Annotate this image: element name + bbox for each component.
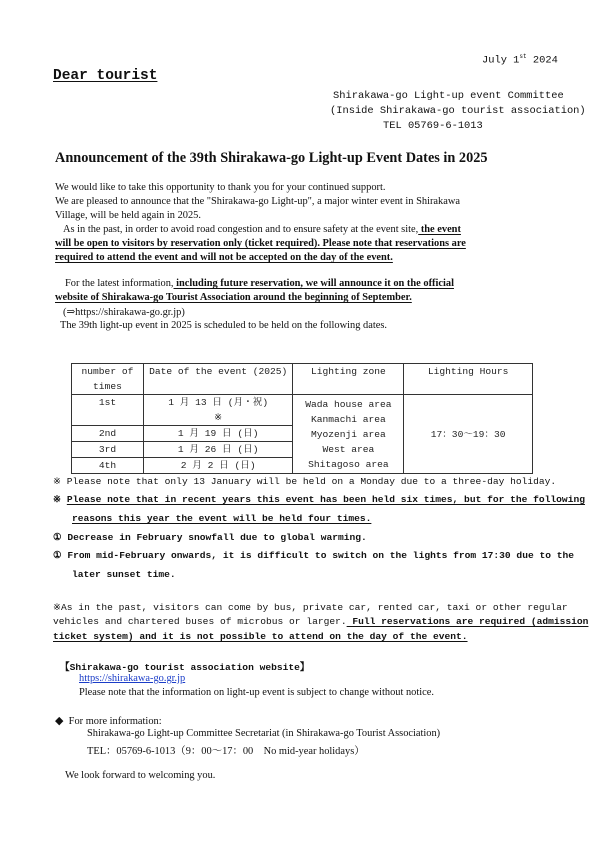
row-number: 4th bbox=[72, 458, 144, 474]
date-year: 2024 bbox=[526, 54, 558, 67]
table-header-row bbox=[72, 364, 533, 395]
date-month: July 1 bbox=[482, 54, 520, 67]
latest-plain: For the latest information, bbox=[65, 278, 174, 289]
row-date: 1 月 26 日 (日) bbox=[143, 442, 293, 458]
note-mark: ※ bbox=[53, 494, 62, 505]
intro-latest-2: website of Shirakawa-go Tourist Association around the beginning of September. bbox=[55, 292, 412, 303]
schedule-change-text: Please note that in recent years this event has been held six times, but for the following bbox=[66, 494, 585, 505]
closing-line: We look forward to welcoming you. bbox=[65, 770, 216, 781]
org-line-1: Shirakawa-go Light-up event Committee bbox=[333, 90, 564, 102]
org-line-2: (Inside Shirakawa-go tourist association) bbox=[330, 105, 586, 117]
org-phone: TEL 05769-6-1013 bbox=[383, 120, 483, 132]
access-note-2 bbox=[53, 616, 588, 627]
row-date-note: ※ bbox=[143, 410, 293, 426]
schedule-change-note-1 bbox=[53, 494, 585, 505]
header-hours: Lighting Hours bbox=[404, 364, 533, 395]
intro-reservation-2: will be open to visitors by reservation only (ticket required). Please note that reservations are bbox=[55, 238, 466, 249]
event-schedule-table bbox=[71, 363, 533, 474]
reservation-bold: the event bbox=[418, 224, 461, 235]
row-number: 2nd bbox=[72, 426, 144, 442]
website-reference: (⇒https://shirakawa-go.gr.jp) bbox=[63, 307, 185, 318]
lighting-zones bbox=[293, 395, 404, 474]
schedule-change-note-2: reasons this year the event will be held four times. bbox=[72, 513, 372, 524]
date-suffix: st bbox=[519, 53, 527, 60]
zone-item: Myozenji area bbox=[310, 428, 386, 440]
page-title: Announcement of the 39th Shirakawa-go Light-up Event Dates in 2025 bbox=[55, 150, 488, 166]
access-note-3: ticket system) and it is not possible to attend on the day of the event. bbox=[53, 631, 468, 642]
contact-label: For more information: bbox=[68, 716, 162, 727]
reason-1 bbox=[53, 532, 367, 543]
access-bold: Full reservations are required (admission bbox=[346, 616, 589, 627]
diamond-bullet-icon: ◆ bbox=[55, 715, 64, 727]
zone-item: West area bbox=[322, 443, 375, 455]
reason-text: Decrease in February snowfall due to global warming. bbox=[67, 532, 367, 543]
reason-2 bbox=[53, 550, 574, 561]
header-date: Date of the event (2025) bbox=[143, 364, 293, 395]
zone-item: Kanmachi area bbox=[310, 413, 386, 425]
reason-marker: ① bbox=[53, 550, 62, 561]
access-note-1: ※As in the past, visitors can come by bus, private car, rented car, taxi or other regular bbox=[53, 602, 568, 613]
row-date: 1 月 19 日 (日) bbox=[143, 426, 293, 442]
latest-bold: including future reservation, we will announce it on the official bbox=[173, 278, 454, 289]
row-number: 1st bbox=[72, 395, 144, 426]
schedule-intro: The 39th light-up event in 2025 is scheduled to be held on the following dates. bbox=[60, 320, 387, 331]
intro-latest-1 bbox=[65, 278, 454, 289]
intro-announce-1: We are pleased to announce that the "Shirakawa-go Light-up", a major winter event in Shirakawa bbox=[55, 196, 460, 207]
website-disclaimer: Please note that the information on light-up event is subject to change without notice. bbox=[79, 687, 434, 698]
contact-label-line bbox=[55, 714, 162, 727]
lighting-hours: 17：30～19：30 bbox=[404, 395, 533, 474]
monday-note: ※ Please note that only 13 January will be held on a Monday due to a three-day holiday. bbox=[53, 476, 557, 487]
intro-reservation-1 bbox=[63, 224, 461, 235]
reason-2-cont: later sunset time. bbox=[72, 569, 176, 580]
reason-marker: ① bbox=[53, 532, 62, 543]
table-row bbox=[72, 395, 533, 411]
row-date: 2 月 2 日 (日) bbox=[143, 458, 293, 474]
reason-text: From mid-February onwards, it is difficult to switch on the lights from 17:30 due to the bbox=[67, 550, 575, 561]
intro-thanks: We would like to take this opportunity to thank you for your continued support. bbox=[55, 182, 386, 193]
reservation-plain: As in the past, in order to avoid road congestion and to ensure safety at the event site, bbox=[63, 224, 419, 235]
access-plain: vehicles and chartered buses of microbus or larger. bbox=[53, 616, 347, 627]
salutation: Dear tourist bbox=[53, 68, 158, 84]
header-zone: Lighting zone bbox=[293, 364, 404, 395]
website-link[interactable]: https://shirakawa-go.gr.jp bbox=[79, 673, 186, 684]
zone-item: Wada house area bbox=[305, 398, 392, 410]
row-number: 3rd bbox=[72, 442, 144, 458]
intro-reservation-3: required to attend the event and will not be accepted on the day of the event. bbox=[55, 252, 393, 263]
letter-date bbox=[482, 53, 558, 66]
website-heading: 【Shirakawa-go tourist association website】 bbox=[60, 662, 310, 673]
contact-organization: Shirakawa-go Light-up Committee Secretariat (in Shirakawa-go Tourist Association) bbox=[87, 728, 441, 739]
zone-item: Shitagoso area bbox=[308, 458, 389, 470]
row-date: 1 月 13 日 (月・祝) bbox=[143, 395, 293, 411]
intro-announce-2: Village, will be held again in 2025. bbox=[55, 210, 201, 221]
header-number: number of times bbox=[72, 364, 144, 395]
contact-phone: TEL：05769-6-1013（9：00～17：00 No mid-year holidays） bbox=[87, 746, 365, 757]
